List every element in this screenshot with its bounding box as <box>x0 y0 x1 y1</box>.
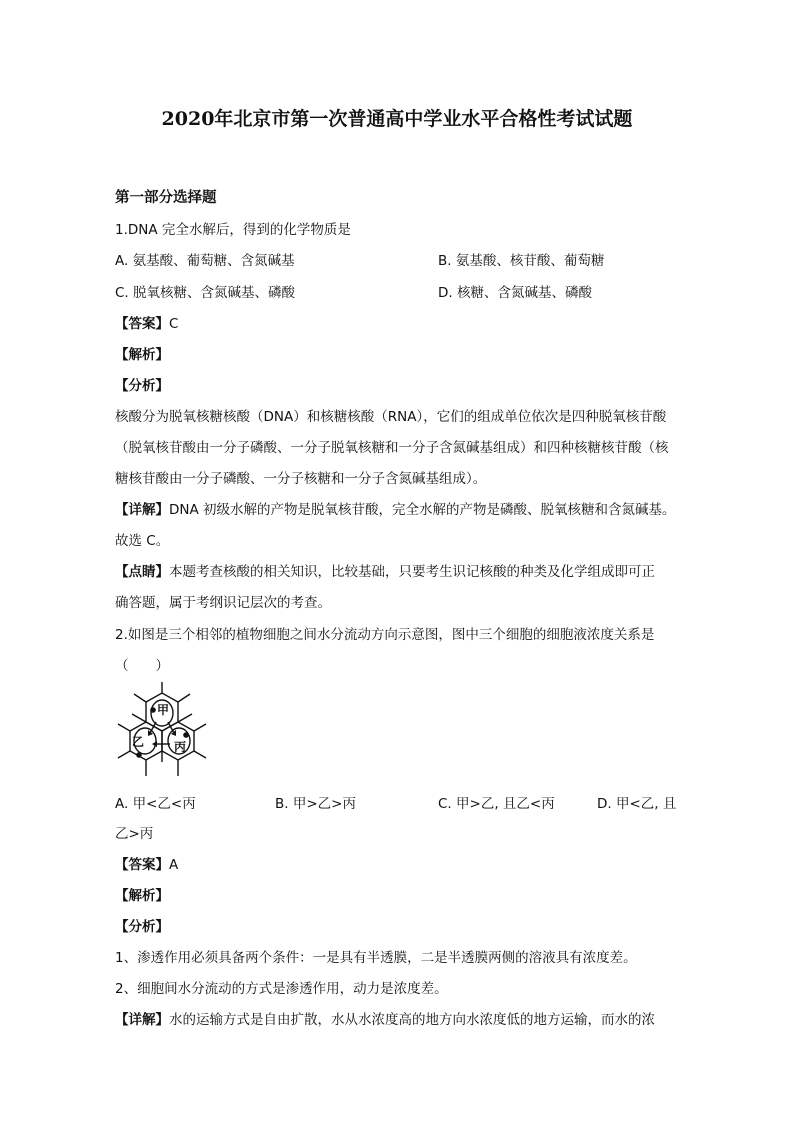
q2-fenxi-line-2: 2、细胞间水分流动的方式是渗透作用，动力是浓度差。 <box>115 981 448 997</box>
answer-tag: 【答案】 <box>115 857 169 873</box>
q2-stem-line-1: 2.如图是三个相邻的植物细胞之间水分流动方向示意图，图中三个细胞的细胞液浓度关系是 <box>115 627 655 643</box>
q1-stem: 1.DNA 完全水解后，得到的化学物质是 <box>115 222 351 238</box>
q2-option-c: C. 甲>乙, 且乙<丙 <box>438 796 555 812</box>
q1-analysis-tag: 【解析】 <box>115 347 169 363</box>
q1-option-b: B. 氨基酸、核苷酸、葡萄糖 <box>438 253 605 269</box>
q1-fenxi-line-3: 糖核苷酸由一分子磷酸、一分子核糖和一分子含氮碱基组成）。 <box>115 471 487 487</box>
detail-text: DNA 初级水解的产物是脱氧核苷酸，完全水解的产物是磷酸、脱氧核糖和含氮碱基。 <box>169 502 676 518</box>
dianjing-tag: 【点睛】 <box>115 564 169 580</box>
section-heading: 第一部分选择题 <box>115 190 217 206</box>
nucleus-yi <box>136 752 142 758</box>
cell-diagram <box>112 680 212 780</box>
q2-option-a: A. 甲<乙<丙 <box>115 796 196 812</box>
dianjing-text: 本题考查核酸的相关知识，比较基础，只要考生识记核酸的种类及化学组成即可正 <box>169 564 655 580</box>
q1-option-a: A. 氨基酸、葡萄糖、含氮碱基 <box>115 253 295 269</box>
page-title: 2020年北京市第一次普通高中学业水平合格性考试试题 <box>161 108 633 130</box>
detail-tag: 【详解】 <box>115 502 169 518</box>
q1-fenxi-line-1: 核酸分为脱氧核糖核酸（DNA）和核糖核酸（RNA），它们的组成单位依次是四种脱氧核苷酸 <box>115 409 667 425</box>
q1-option-d: D. 核糖、含氮碱基、磷酸 <box>438 285 592 301</box>
q2-option-b: B. 甲>乙>丙 <box>275 796 356 812</box>
q2-fenxi-tag: 【分析】 <box>115 919 169 935</box>
q1-detail-line-2: 故选 C。 <box>115 533 170 549</box>
q1-fenxi-line-2: （脱氧核苷酸由一分子磷酸、一分子脱氧核糖和一分子含氮碱基组成）和四种核糖核苷酸（核 <box>115 440 669 456</box>
label-jia: 甲 <box>157 703 170 717</box>
q2-stem-line-2: （ ） <box>115 658 169 674</box>
nucleus-bing <box>183 732 189 738</box>
q1-dianjing-line-2: 确答题，属于考纲识记层次的考查。 <box>115 595 331 611</box>
detail-text: 水的运输方式是自由扩散，水从水浓度高的地方向水浓度低的地方运输，而水的浓 <box>169 1012 655 1028</box>
label-bing: 丙 <box>174 740 187 754</box>
answer-value: A <box>169 857 179 873</box>
answer-value: C <box>169 316 179 332</box>
q1-fenxi-tag: 【分析】 <box>115 378 169 394</box>
label-yi: 乙 <box>132 735 145 749</box>
q2-option-d: D. 甲<乙, 且 <box>597 796 677 812</box>
q2-answer <box>115 853 178 873</box>
detail-tag: 【详解】 <box>115 1012 169 1028</box>
q1-answer <box>115 312 178 332</box>
q1-dianjing-line-1 <box>115 560 655 580</box>
q2-option-d-cont: 乙>丙 <box>115 826 154 842</box>
answer-tag: 【答案】 <box>115 316 169 332</box>
q1-detail-line-1 <box>115 498 676 518</box>
q2-detail-line-1 <box>115 1008 655 1028</box>
q1-option-c: C. 脱氧核糖、含氮碱基、磷酸 <box>115 285 296 301</box>
q2-fenxi-line-1: 1、渗透作用必须具备两个条件：一是具有半透膜，二是半透膜两侧的溶液具有浓度差。 <box>115 950 637 966</box>
q2-analysis-tag: 【解析】 <box>115 888 169 904</box>
nucleus-jia <box>150 707 156 713</box>
